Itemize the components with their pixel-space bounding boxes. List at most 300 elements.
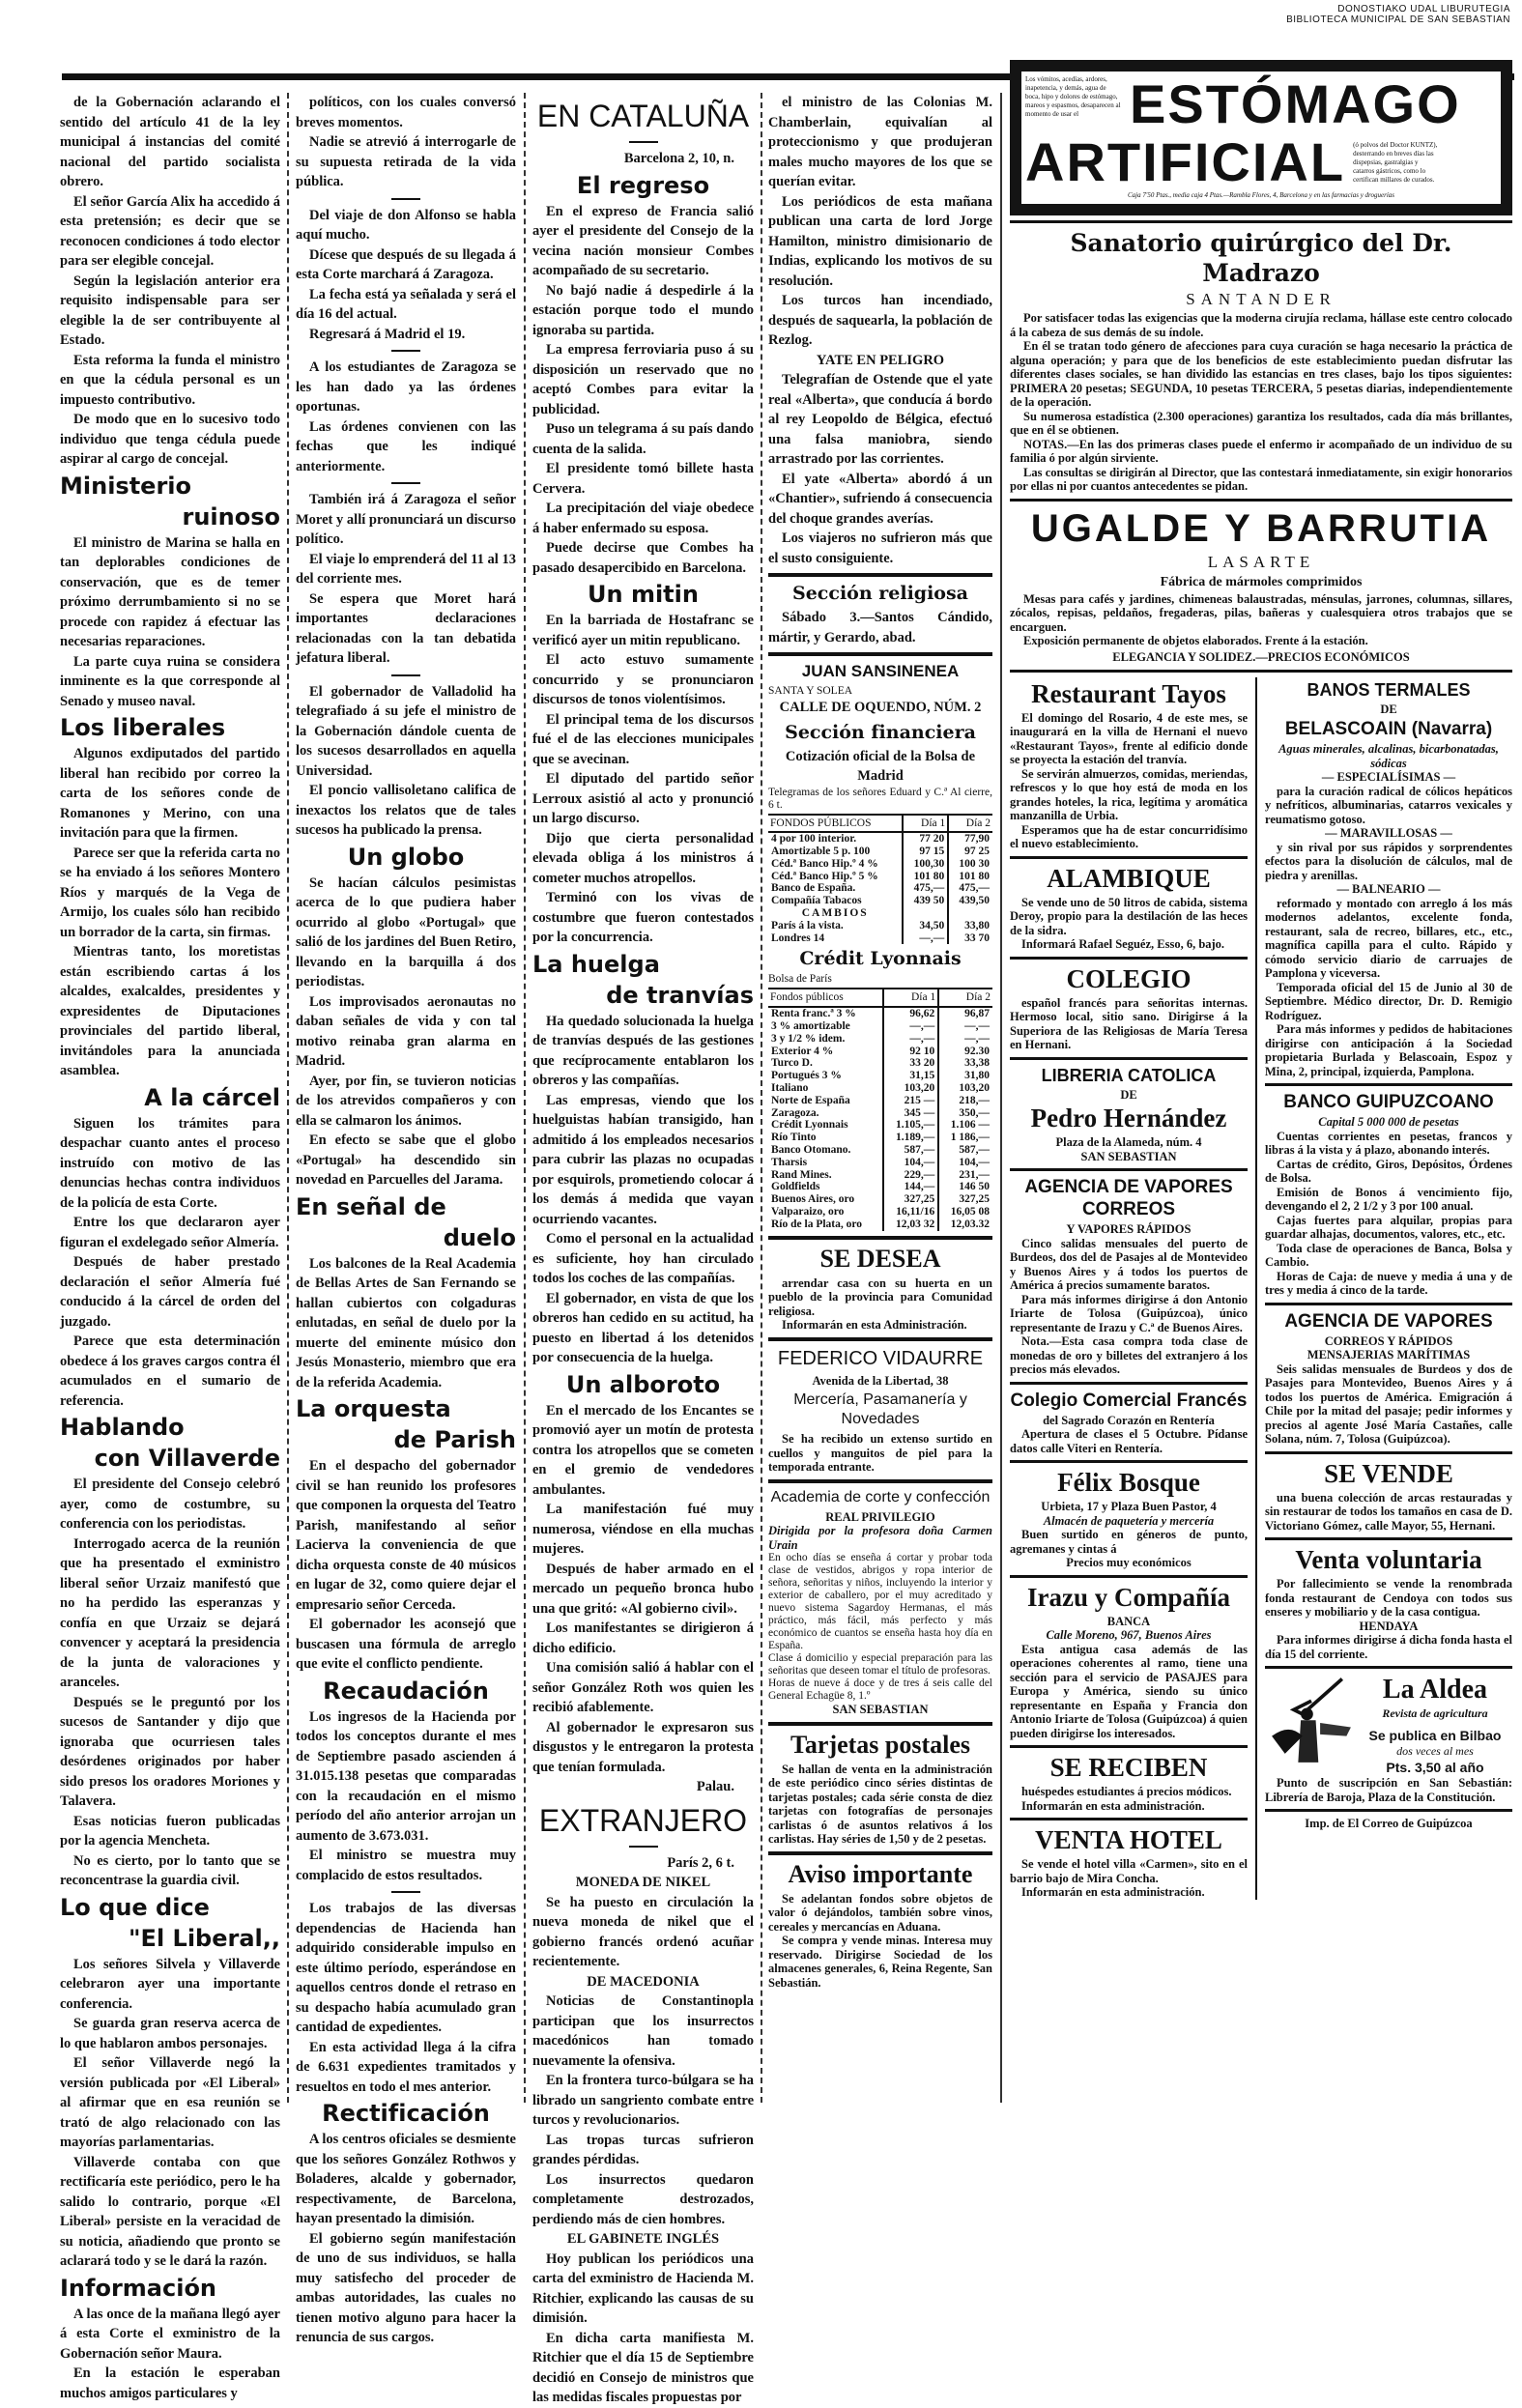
table-cell: 229,— — [883, 1169, 938, 1182]
ad-text: Se vende el hotel villa «Carmen», sito en el barrio bajo de Mira Concha. — [1010, 1857, 1248, 1885]
advertisements — [1010, 60, 1512, 1900]
ad-line: Aguas minerales, alcalinas, bicarbonatadas, sódicas — [1278, 742, 1499, 770]
article-paragraph: Se espera que Moret hará importantes declaraciones relacionadas con la tan debatida jefatura liberal. — [296, 590, 516, 666]
section-heading: Crédit Lyonnais — [799, 948, 962, 970]
article-headline: Información — [60, 2274, 217, 2302]
ad-text: Temporada oficial del 15 de Junio al 30 de Septiembre. Médico director, Dr. D. Remigio Rodríguez. — [1265, 980, 1512, 1022]
article-paragraph: Las tropas turcas sufrieron grandes pérdidas. — [532, 2132, 754, 2167]
table-cell: 33 20 — [883, 1057, 938, 1070]
article-paragraph: Parece que esta determinación obedece á los graves cargos contra él acumulados en el sumario de referencia. — [60, 1333, 280, 1409]
article-paragraph: Parece ser que la referida carta no se ha enviado á los señores Montero Ríos y marqués de la Vega de Armijo, los cuales sólo han recibido un borrador de la carta, sin firmas. — [60, 845, 280, 940]
article-paragraph: Dícese que después de su llegada á esta Corte marchará á Zaragoza. — [296, 246, 516, 282]
ad-text: una buena colección de arcas restauradas y sin restaurar de todos los tamaños en casa de D. Victoriano Gómez, calle Mayor, 55, Hernani. — [1265, 1490, 1512, 1533]
centered-line: Cotización oficial de la Bolsa de Madrid — [785, 748, 976, 784]
centered-line: Avenida de la Libertad, 38 — [812, 1373, 949, 1388]
subheading: YATE EN PELIGRO — [816, 352, 945, 368]
table-cell: 33,80 — [948, 920, 992, 932]
subheading: MONEDA DE NIKEL — [575, 1875, 711, 1890]
table-cell: 327,25 — [883, 1193, 938, 1206]
ad-title: AGENCIA DE VAPORES — [1284, 1310, 1493, 1332]
column-header: Fondos públicos — [768, 989, 883, 1007]
ad-text: Esperamos que ha de estar concurridísimo el nuevo establecimiento. — [1010, 822, 1248, 850]
article-paragraph: Del viaje de don Alfonso se habla aquí mucho. — [296, 207, 516, 243]
article-paragraph: Se adelantan fondos sobre objetos de valor ó dejándolos, también sobre vinos, cereales y mercancías en Aduana. — [768, 1891, 992, 1934]
separator — [1265, 1666, 1512, 1669]
ad-ugalde-barrutia — [1010, 506, 1512, 673]
ad-line: Imp. de El Correo de Guipúzcoa — [1305, 1817, 1473, 1830]
ad-line: Capital 5 000 000 de pesetas — [1318, 1115, 1459, 1129]
ad-city: SANTANDER — [1186, 290, 1336, 308]
table-cell: 31,80 — [938, 1070, 992, 1082]
ad-title: Sanatorio quirúrgico del Dr. Madrazo — [1070, 229, 1452, 287]
ad-title: Pedro Hernández — [1030, 1104, 1227, 1132]
table-row — [768, 1119, 992, 1132]
la-aldea-title: La Aldea — [1382, 1675, 1488, 1705]
ad-text: Se vende uno de 50 litros de cabida, sistema Deroy, propio para la destilación de las heces de la sidra. — [1010, 895, 1248, 937]
article-paragraph: Puede decirse que Combes ha pasado desapercibido en Barcelona. — [532, 540, 754, 576]
table-cell: Céd.ª Banco Hip.º 4 % — [771, 857, 878, 870]
article-paragraph: Se ha puesto en circulación la nueva moneda de nikel que el gobierno francés ordenó acuñar recientemente. — [532, 1894, 754, 1969]
ad-text: Para más informes y pedidos de habitaciones dirigirse con anticipación á la Sociedad propietaria Burlada y Belascoain, Espoz y Mina, 2, principal, izquierda, Pamplona. — [1265, 1022, 1512, 1078]
table-cell: 3 y 1/2 % idem. — [771, 1032, 846, 1045]
separator — [391, 1891, 420, 1893]
ad-title: Aviso importante — [788, 1859, 973, 1888]
ad-title: BELASCOAIN (Navarra) — [1284, 719, 1493, 739]
article-paragraph: Los turcos han incendiado, después de saquearla, la población de Rezlog. — [768, 293, 992, 348]
ad-text: Las consultas se dirigirán al Director, que las contestará inmediatamente, sin exigir honorarios por ellas ni por cuantos antecedentes se pidan. — [1010, 465, 1512, 493]
table-cell: 100 30 — [948, 858, 992, 871]
table-cell: Río de la Plata, oro — [771, 1218, 863, 1230]
dateline: París 2, 6 t. — [667, 1854, 734, 1871]
ad-text: Informará Rafael Seguéz, Esso, 6, bajo. — [1021, 937, 1225, 951]
article-paragraph: Algunos exdiputados del partido liberal han recibido por correo la carta de los señores conde de Romanones y Merino, con una invitación para que la firmen. — [60, 746, 280, 841]
table-cell: París á la vista. — [771, 919, 844, 932]
table-cell: Norte de España — [771, 1094, 850, 1106]
article-paragraph: El gobernador, en vista de que los obreros han cedido en su actitud, ha puesto en libertad á los detenidos por consecuencia de la huelga. — [532, 1290, 754, 1365]
table-row — [768, 1181, 992, 1193]
la-aldea-text — [1358, 1674, 1512, 1776]
table-cell: Exterior 4 % — [771, 1045, 834, 1057]
article-paragraph: También irá á Zaragoza el señor Moret y allí pronunciará un discurso político. — [296, 492, 516, 547]
column-divider — [524, 93, 526, 2103]
article-paragraph: El señor Villaverde negó la versión publicada por «El Liberal» al afirmar que en esa reunión se trató de algo relacionado con las mayorías parlamentarias. — [60, 2055, 280, 2150]
article-headline: Un alboroto — [565, 1370, 721, 1398]
article-headline: de Parish — [393, 1426, 516, 1453]
table-cell: Céd.ª Banco Hip.º 5 % — [771, 870, 878, 882]
ad-title: SE DESEA — [819, 1244, 941, 1273]
separator — [1010, 1460, 1248, 1463]
la-aldea-pub: Se publica en Bilbao — [1368, 1728, 1502, 1743]
article-paragraph: Los improvisados aeronautas no daban señales de vida y con tal motivo reinaba gran alarma en Madrid. — [296, 993, 516, 1069]
article-paragraph: No bajó nadie á despedirle á la estación porque todo el mundo ignoraba su partida. — [532, 282, 754, 338]
separator — [1265, 1303, 1512, 1305]
article-paragraph: Los balcones de la Real Academia de Bellas Artes de San Fernando se hallan cubiertos con colgaduras enlutadas, en señal de duelo por la muerte del eminente músico don Jesús Monasterio, miembro que era de la referida Academia. — [296, 1255, 516, 1390]
ad-title: ALAMBIQUE — [1047, 863, 1211, 893]
article-paragraph: Los manifestantes se dirigieron á dicho edificio. — [532, 1620, 754, 1656]
ad-text: Buen surtido en géneros de punto, agremanes y cintas á — [1010, 1528, 1248, 1556]
article-paragraph: Puso un telegrama á su país dando cuenta de la salida. — [532, 421, 754, 457]
table-cell: 33 70 — [948, 932, 992, 945]
table-cell: 4 por 100 interior. — [771, 833, 857, 846]
la-aldea-sub: Revista de agricultura — [1382, 1706, 1488, 1720]
table-cell: 92 10 — [883, 1046, 938, 1058]
ad-text: NOTAS.—En las dos primeras clases puede el enfermo ir acompañado de un individuo de su familia ó por algún sirviente. — [1010, 437, 1512, 465]
ad-text: Cartas de crédito, Giros, Depósitos, Órdenes de Bolsa. — [1265, 1157, 1512, 1185]
separator — [629, 141, 658, 143]
article-paragraph: Se hallan de venta en la administración de este periódico cinco séries distintas de tarjetas postales; cada série consta de diez tarjetas con fotografías de personajes carlistas ó de asuntos relativos á los carlistas. Hay séries de 1,50 y de 2 pesetas. — [768, 1762, 992, 1847]
column-header: FONDOS PÚBLICOS — [768, 815, 903, 833]
ad-text: Para informes dirigirse á dicha fonda hasta el día 15 del corriente. — [1265, 1633, 1512, 1661]
article-paragraph: En la frontera turco-búlgara se ha librado un sangriento combate entre turcos y revolucionarios. — [532, 2073, 754, 2128]
ad-text: Los vómitos, acedías, ardores, inapetencia, y demás, agua de boca, hipo y dolores de estómago, mareos y espasmos, desaparecen al momento de usar el — [1025, 75, 1121, 118]
article-paragraph: Sábado 3.—Santos Cándido, mártir, y Gerardo, abad. — [768, 610, 992, 645]
article-paragraph: Siguen los trámites para despachar cuanto antes el proceso instruído con motivo de las denuncias hechas contra individuos de la policía de esta Corte. — [60, 1115, 280, 1211]
article-paragraph: En la estación le esperaban muchos amigos particulares y — [60, 2365, 280, 2401]
table-cell — [948, 907, 992, 920]
separator — [768, 1722, 992, 1726]
table-cell: 16,11/16 — [883, 1206, 938, 1218]
table-cell: 12,03 32 — [883, 1218, 938, 1231]
column-header: Día 2 — [948, 815, 992, 833]
article-paragraph: políticos, con los cuales conversó breves momentos. — [296, 95, 516, 130]
article-paragraph: Las órdenes convienen con las fechas que les indiqué anteriormente. — [296, 418, 516, 474]
table-cell: —,— — [938, 1020, 992, 1033]
table-cell: Compañía Tabacos — [771, 895, 862, 907]
article-headline: de tranvías — [606, 981, 754, 1009]
article-paragraph: Las empresas, viendo que los huelguistas habían transigido, han admitido á los empleados necesarios para cubrir las plazas no ocupadas por esquirols, prometiendo colocar á los demás á medida que vayan ocurriendo vacantes. — [532, 1092, 754, 1227]
separator — [768, 1851, 992, 1855]
ad-title: Venta voluntaria — [1295, 1545, 1482, 1574]
ad-line: CORREOS Y RÁPIDOS — [1324, 1333, 1453, 1348]
small-text: Telegramas de los señores Eduard y C.ª Al cierre, 6 t. — [768, 786, 992, 811]
ad-title: JUAN SANSINENEA — [801, 662, 960, 680]
ads-right-column — [1257, 677, 1512, 1900]
ad-line: DE — [1120, 1087, 1137, 1102]
table-cell: 439,50 — [948, 895, 992, 907]
ad-title: ESTÓMAGO — [1130, 73, 1461, 134]
article-paragraph: A los estudiantes de Zaragoza se les han dado ya las órdenes oportunas. — [296, 359, 516, 415]
article-paragraph: En efecto se sabe que el globo «Portugal» ha descendido sin novedad en Parcuelles del Jarama. — [296, 1132, 516, 1188]
table-cell: Londres 14 — [771, 932, 825, 944]
table-cell: 345 — — [883, 1107, 938, 1120]
ad-text: y sin rival por sus rápidos y sorprendentes efectos para la disolución de cálculos, mal de piedra y arenillas. — [1265, 840, 1512, 882]
article-paragraph: de la Gobernación aclarando el sentido del artículo 41 de la ley municipal á instancias del comité nacional del partido socialista obrero. — [60, 95, 280, 189]
article-paragraph: Dijo que cierta personalidad elevada obliga á los ministros á cometer muchos atropellos. — [532, 830, 754, 886]
ad-line: MENSAJERIAS MARÍTIMAS — [1307, 1348, 1471, 1362]
article-paragraph: En la barriada de Hostafranc se verificó ayer un mitin republicano. — [532, 613, 754, 648]
article-paragraph: El principal tema de los discursos fué el de las elecciones municipales que se avecinan. — [532, 711, 754, 767]
ad-text: En él se tratan todo género de afecciones para cuya curación se haga necesario la práctica de alguna operación; y para que de los beneficios de este establecimiento puedan disfrutar las diferentes clases sociales, se han dividido las estancias en tres clases, bajo los tipos siguientes: PRIMERA 20 pesetas; SEGUNDA, 10 pesetas TERCERA, 5 pesetas diarias, independientemente de la operación. — [1010, 339, 1512, 409]
table-cell: 146 50 — [938, 1181, 992, 1193]
table-cell: Valparaizo, oro — [771, 1206, 845, 1218]
column-header: Día 1 — [883, 989, 938, 1007]
separator — [768, 573, 992, 577]
article-paragraph: arrendar casa con su huerta en un pueblo de la provincia para Comunidad religiosa. — [768, 1276, 992, 1318]
column-header: Día 1 — [903, 815, 948, 833]
ad-text: Horas de Caja: de nueve y media á una y de tres y media á cinco de la tarde. — [1265, 1269, 1512, 1297]
table-cell: 34,50 — [903, 920, 948, 932]
table-cell: Banco de España. — [771, 882, 856, 895]
article-paragraph: El ministro se muestra muy complacido de estos resultados. — [296, 1848, 516, 1883]
table-row — [768, 858, 992, 871]
table-cell: 475,— — [903, 882, 948, 895]
table-cell: 104,— — [883, 1157, 938, 1169]
small-text: Bolsa de París — [768, 973, 832, 986]
table-cell: 96,87 — [938, 1007, 992, 1020]
table-cell: 587,— — [938, 1144, 992, 1157]
article-paragraph: Después se le preguntó por los sucesos de Santander y dijo que ignoraba que ocurriesen tales desórdenes originados por haber sido presos los oradores Moriones y Talavera. — [60, 1694, 280, 1809]
article-paragraph: La fecha está ya señalada y será el día 16 del actual. — [296, 286, 516, 322]
table-row — [768, 1007, 992, 1020]
ad-line: Urbieta, 17 y Plaza Buen Pastor, 4 — [1041, 1500, 1217, 1513]
article-headline: Recaudación — [323, 1677, 489, 1705]
separator — [629, 1846, 658, 1848]
table-cell: 1.105,— — [883, 1119, 938, 1132]
ad-title: Félix Bosque — [1057, 1468, 1200, 1497]
table-cell: 12,03.32 — [938, 1218, 992, 1231]
table-cell: 327,25 — [938, 1193, 992, 1206]
article-headline: Lo que dice — [60, 1893, 210, 1921]
ad-text: Para más informes dirigirse á don Antonio Iriarte de Tolosa (Guipúzcoa), único representante de Irazu y C.ª de Buenos Aires. — [1010, 1292, 1248, 1334]
table-cell: —,— — [903, 932, 948, 945]
table-row — [768, 1046, 992, 1058]
ad-city: LASARTE — [1207, 552, 1315, 571]
article-paragraph: Ayer, por fin, se tuvieron noticias de los atrevidos compañeros y con ella se calmaron los ánimos. — [296, 1073, 516, 1129]
article-paragraph: La precipitación del viaje obedece á haber enfermado su esposa. — [532, 501, 754, 536]
table-cell: 3 % amortizable — [771, 1020, 850, 1033]
article-paragraph: La parte cuya ruina se considera inminente es la que corresponde al Senado y museo naval. — [60, 653, 280, 709]
section-heading: Sección religiosa — [792, 583, 968, 604]
article-headline: duelo — [443, 1223, 516, 1251]
table-cell: 97 15 — [903, 846, 948, 858]
ad-text: Informarán en esta administración. — [1021, 1885, 1205, 1899]
ad-text: Seis salidas mensuales de Burdeos y dos de Pasajes para Montevideo, Buenos Aires y á todos los puertos de América. Emigración á Chile por la mitad del pasaje; pedir informes y precios al agente José María Castañes, calle Solana, núm. 7, Tolosa (Guipúzcoa). — [1265, 1362, 1512, 1446]
table-row — [768, 832, 992, 846]
ad-text: para la curación radical de cólicos hepáticos y nefríticos, albuminarias, catarros vexicales y reumatismo gotoso. — [1265, 784, 1512, 826]
centered-line: CALLE DE OQUENDO, NÚM. 2 — [779, 700, 982, 715]
table-cell: Turco D. — [771, 1057, 813, 1070]
article-paragraph: Los trabajos de las diversas dependencias de Hacienda han adquirido considerable impulso en este último período, esperándose en aquellos centros donde el retraso en su despacho había acumulado gran cantidad de expedientes. — [296, 1901, 516, 2035]
ad-title: Restaurant Tayos — [1031, 678, 1226, 708]
article-paragraph: Los viajeros no sufrieron más que el susto consiguiente. — [768, 530, 992, 566]
ad-text: Por fallecimiento se vende la renombrada fonda restaurant de Cendoya con todos sus enseres y mobiliario y de la casa contigua. — [1265, 1577, 1512, 1619]
table-cell: 77,90 — [948, 832, 992, 846]
ad-line: Almacén de paquetería y mercería — [1043, 1513, 1215, 1528]
ad-footer: Caja 7'50 Ptas., media caja 4 Ptas.—Rambla Flores, 4, Barcelona y en las farmacias y droguerías — [1127, 191, 1395, 199]
table-cell: —,— — [883, 1020, 938, 1033]
dateline: Barcelona 2, 10, n. — [623, 151, 734, 166]
italic-line: Dirigida por la profesora doña Carmen Urain — [768, 1524, 992, 1552]
article-paragraph: Se hacían cálculos pesimistas acerca de lo que pudiera haber ocurrido al globo «Portugal» que salió de los jardines del Buen Retiro, llevando en la barquilla á dos periodistas. — [296, 874, 516, 989]
article-headline: Los liberales — [60, 714, 226, 741]
table-cell: 16,05 08 — [938, 1206, 992, 1218]
article-paragraph: Después de haber armado en el mercado un pequeño bronca hubo una que gritó: «Al gobierno civil». — [532, 1561, 754, 1617]
article-paragraph: Esas noticias fueron publicadas por la agencia Mencheta. — [60, 1813, 280, 1849]
ad-title: Colegio Comercial Francés — [1010, 1390, 1248, 1411]
table-row — [768, 1070, 992, 1082]
ad-title: FEDERICO VIDAURRE — [777, 1347, 984, 1369]
article-paragraph: Los ingresos de la Hacienda por todos los conceptos durante el mes de Septiembre pasado ascienden á 31.015.138 pesetas que comparadas con la recaudación en el mismo período del año anterior arrojan un aumento de 3.673.031. — [296, 1708, 516, 1844]
centered-line: SAN SEBASTIAN — [832, 1703, 929, 1717]
article-paragraph: Los señores Silvela y Villaverde celebraron ayer una importante conferencia. — [60, 1956, 280, 2012]
ad-line: Calle Moreno, 967, Buenos Aires — [1046, 1628, 1212, 1642]
article-paragraph: El presidente tomó billete hasta Cervera. — [532, 461, 754, 497]
ad-title: Tarjetas postales — [790, 1730, 971, 1759]
separator — [1010, 1168, 1248, 1171]
table-cell: Amortizable 5 p. 100 — [771, 846, 871, 858]
ad-line: — MARAVILLOSAS — — [1325, 826, 1452, 840]
ad-title: ARTIFICIAL — [1025, 131, 1346, 192]
article-paragraph: Una comisión salió á hablar con el señor González Roth wos quien les recibió afablemente. — [532, 1660, 754, 1715]
article-paragraph: A los centros oficiales se desmiente que los señores González Rothwos y Boladeres, alcalde y gobernador, respectivamente, de Barcelona, hayan presentado la dimisión. — [296, 2132, 516, 2226]
ad-text: Esta antigua casa además de las operaciones coherentes al ramo, tiene una sección para el servicio de PASAJES para Europa y América, siendo su único representante en España y Francia don Antonio Iriarte de Tolosa (Guipúzcoa) á quien pueden dirigirse los interesados. — [1010, 1642, 1248, 1740]
article-paragraph: Terminó con los vivas de costumbre que fueron contestados por la concurrencia. — [532, 890, 754, 945]
separator — [1265, 1537, 1512, 1540]
ad-text: Cinco salidas mensuales del puerto de Burdeos, dos del de Pasajes al de Montevideo y Buenos Aires y á todos los puertos de América á precios sumamente baratos. — [1010, 1236, 1248, 1292]
table-cell: 350,— — [938, 1107, 992, 1120]
section-heading: EXTRANJERO — [538, 1802, 748, 1838]
article-paragraph: El señor García Alix ha accedido á esta pretensión; es decir que se reconocen condiciones á todo elector para ser elegible concejal. — [60, 193, 280, 269]
ad-text: Exposición permanente de objetos elaborados. Frente á la estación. — [1023, 634, 1368, 647]
ad-title: LIBRERIA CATOLICA — [1041, 1065, 1217, 1085]
column-4 — [768, 93, 992, 1990]
table-cell: Zaragoza. — [771, 1106, 819, 1119]
column-divider — [761, 93, 762, 2103]
ad-subtitle: Mercería, Pasamanería y Novedades — [793, 1391, 967, 1428]
article-paragraph: En el despacho del gobernador civil se han reunido los profesores que componen la orquesta del Teatro Parish, manifestando al señor Lacierva la conveniencia de que dicha orquesta conste de 40 músicos en lugar de 32, como quiere dejar el empresario señor Cerceda. — [296, 1458, 516, 1613]
article-paragraph: El gobernador les aconsejó que buscasen una fórmula de arreglo que evite el conflicto pendiente. — [296, 1617, 516, 1672]
table-cell: 77 20 — [903, 832, 948, 846]
article-paragraph: La empresa ferroviaria puso á su disposición un reservado que no aceptó Combes para evitar la publicidad. — [532, 342, 754, 417]
ad-text: Mesas para cafés y jardines, chimeneas balaustradas, ménsulas, jarrones, columnas, sillares, zócalos, repisas, peldaños, fregaderas, pilas, bañeras y cualesquiera otros trabajos que se encarguen. — [1010, 591, 1512, 634]
separator — [391, 482, 420, 484]
table-cell: 231,— — [938, 1169, 992, 1182]
table-row — [768, 895, 992, 907]
article-headline: con Villaverde — [94, 1445, 280, 1472]
article-headline: "El Liberal,, — [129, 1924, 280, 1952]
table-row — [768, 1033, 992, 1046]
table-cell: 439 50 — [903, 895, 948, 907]
table-row — [768, 871, 992, 883]
ad-title: VENTA HOTEL — [1035, 1825, 1222, 1854]
article-paragraph: En dicha carta manifiesta M. Ritchier que el día 15 de Septiembre decidió en Consejo de ministros que las medidas fiscales propuestas por — [532, 2330, 754, 2405]
ad-title: BANOS TERMALES — [1307, 679, 1471, 700]
table-cell: 144,— — [883, 1181, 938, 1193]
table-row — [768, 1206, 992, 1218]
ad-text: Toda clase de operaciones de Banca, Bolsa y Cambio. — [1265, 1241, 1512, 1269]
centered-line: REAL PRIVILEGIO — [825, 1509, 935, 1524]
small-text: En ocho días se enseña á cortar y probar toda clase de vestidos, abrigos y ropa interior de señora, señoritas y niños, incluyendo la interior y exterior de caballero, por el muy acreditado y nuevo sistema Sagardoy Hermanas, el más práctico, más fácil, más perfecto y más económico de cuantos se enseña hasta hoy día en España. — [768, 1552, 992, 1652]
separator — [768, 1479, 992, 1483]
article-paragraph: Se ha recibido un extenso surtido en cuellos y manguitos de piel para la temporada entrante. — [768, 1432, 992, 1475]
article-headline: La huelga — [532, 950, 660, 978]
separator — [768, 652, 992, 656]
table-row — [768, 1095, 992, 1107]
table-row — [768, 846, 992, 858]
table-cell: 1.189,— — [883, 1132, 938, 1144]
table-cell: Río Tinto — [771, 1132, 817, 1144]
table-cell: Tharsis — [771, 1156, 808, 1168]
article-paragraph: Se guarda gran reserva acerca de lo que hablaron ambos personajes. — [60, 2016, 280, 2051]
la-aldea-price: Pts. 3,50 al año — [1386, 1760, 1484, 1775]
table-row — [768, 882, 992, 895]
article-paragraph: Interrogado acerca de la reunión que ha presentado el exministro liberal señor Urzaiz manifestó que no ha perdido las esperanzas y confía en que Urzaiz se dejará convencer y aceptará la presidencia de la junta de valoraciones y aranceles. — [60, 1535, 280, 1690]
ad-subtitle: Fábrica de mármoles comprimidos — [1160, 574, 1363, 589]
table-cell: 97 25 — [948, 846, 992, 858]
ad-text: reformado y montado con arreglo á los más modernos adelantos, excelente fonda, restaurant, sala de recreo, billares, etc., etc., magnífica capilla para el culto. Rápido y cómodo servicio diario de carruajes de Pamplona y viceversa. — [1265, 896, 1512, 980]
table-header-row — [768, 815, 992, 833]
ad-text: Cuentas corrientes en pesetas, francos y libras á la vista y á plazo, abonando interés. — [1265, 1129, 1512, 1157]
separator — [1010, 1575, 1248, 1578]
ad-text: Cajas fuertes para alquilar, propias para guardar alhajas, documentos, valores, etc., etc. — [1265, 1213, 1512, 1241]
separator — [1265, 1809, 1512, 1812]
article-paragraph: Entre los que declararon ayer figuran el exdelegado señor Almería. — [60, 1215, 280, 1250]
stock-quotes-table — [768, 988, 992, 1230]
ad-text: Por satisfacer todas las exigencias que la moderna cirujía reclama, hállase este centro colocado á la cabeza de sus demás de su índole. — [1010, 311, 1512, 339]
article-paragraph: En el expreso de Francia salió ayer el presidente del Consejo de la vecina nación monsieur Combes acompañado de su secretario. — [532, 203, 754, 278]
table-row — [768, 1082, 992, 1095]
article-paragraph: Regresará á Madrid el 19. — [309, 326, 466, 342]
article-paragraph: De modo que en lo sucesivo todo individuo que tenga cédula puede aspirar al cargo de concejal. — [60, 412, 280, 467]
ad-text: El domingo del Rosario, 4 de este mes, se inaugurará en la villa de Hernani el nuevo «Restaurant Tayos», frente al edificio donde se proyecta la estación del tranvía. — [1010, 710, 1248, 766]
article-paragraph: El poncio vallisoletano califica de inexactos los relatos que de tales sucesos ha publicado la prensa. — [296, 783, 516, 838]
ad-title: SE VENDE — [1324, 1458, 1453, 1488]
ad-title: BANCO GUIPUZCOANO — [1283, 1092, 1494, 1112]
ad-text: (ó polvos del Doctor KUNTZ), desterrando en breves días las dispepsias, gastralgias y catarros gástricos, como lo certifican millares de curados. — [1353, 140, 1438, 184]
article-paragraph: Esta reforma la funda el ministro en que la cédula personal es un impuesto contributivo. — [60, 352, 280, 408]
ad-text: Apertura de clases el 5 Octubre. Pídanse datos calle Viteri en Rentería. — [1010, 1427, 1248, 1455]
table-cell: CAMBIOS — [801, 907, 869, 920]
separator — [768, 1337, 992, 1341]
article-paragraph: Villaverde contaba con que rectificaría este periódico, pero le ha salido lo contrario, porque «El Liberal» persiste en la veracidad de su noticia, añadiendo que pronto se aclarará todo y se le dará la razón. — [60, 2154, 280, 2269]
ad-line: HENDAYA — [1359, 1619, 1419, 1633]
ad-text: Informarán en esta administración. — [1021, 1798, 1205, 1813]
article-paragraph: El diputado del partido señor Lerroux asistió al acto y pronunció un largo discurso. — [532, 771, 754, 826]
article-paragraph: El yate «Alberta» abordó á un «Chantier», sufriendo á consecuencia del choque grandes averías. — [768, 471, 992, 527]
ad-line: — ESPECIALÍSIMAS — — [1321, 770, 1456, 784]
ad-line: — BALNEARIO — — [1336, 882, 1441, 896]
table-cell: 101 80 — [948, 871, 992, 883]
article-paragraph: Mientras tanto, los moretistas están escribiendo cartas á los alcaldes, exalcaldes, presidentes y expresidentes de Diputaciones provinciales del partido liberal, invitándoles para la anunciada asamblea. — [60, 944, 280, 1078]
article-paragraph: A las once de la mañana llegó ayer á esta Corte el exministro de la Gobernación señor Maura. — [60, 2306, 280, 2362]
table-cell: 31,15 — [883, 1070, 938, 1082]
table-cell: Banco Otomano. — [771, 1144, 851, 1157]
article-paragraph: Después de haber prestado declaración el señor Almería fué conducido á la cárcel de orden del juzgado. — [60, 1254, 280, 1330]
article-paragraph: Ha quedado solucionada la huelga de tranvías después de las gestiones que recíprocamente entablaron los obreros y las compañías. — [532, 1013, 754, 1088]
classified-ads — [768, 1236, 992, 1991]
separator — [1010, 856, 1248, 859]
column-2 — [296, 93, 516, 2348]
small-text: SANTA Y SOLEA — [768, 685, 853, 697]
article-paragraph: El presidente del Consejo celebró ayer, como de costumbre, su conferencia con los periodistas. — [60, 1476, 280, 1532]
table-cell: 101 80 — [903, 871, 948, 883]
article-paragraph: Informarán en esta Administración. — [782, 1318, 967, 1333]
table-row — [768, 1144, 992, 1157]
table-row — [768, 1107, 992, 1120]
ad-text: huéspedes estudiantes á precios módicos. — [1021, 1785, 1232, 1798]
article-paragraph: La manifestación fué muy numerosa, viéndose en ella muchas mujeres. — [532, 1502, 754, 1557]
table-cell: 218,— — [938, 1095, 992, 1107]
ad-text: Su numerosa estadística (2.300 operaciones) garantiza los resultados, cada día más brillantes, que en él se obtienen. — [1010, 409, 1512, 437]
article-paragraph: Los insurrectos quedaron completamente destrozados, perdiendo más de cien hombres. — [532, 2171, 754, 2227]
column-1 — [60, 93, 280, 2403]
ad-estomago-artificial — [1010, 60, 1512, 215]
table-cell: 100,30 — [903, 858, 948, 871]
article-paragraph: El gobierno según manifestación de uno de sus individuos, se halla muy satisfecho del proceder de ambas autoridades, las cuales no tienen motivo alguno para hacer la renuncia de sus cargos. — [296, 2230, 516, 2345]
article-paragraph: Según la legislación anterior era requisito indispensable para ser elegible la de ser contribuyente al Estado. — [60, 272, 280, 348]
article-paragraph: Telegrafían de Ostende que el yate real «Alberta», que conducía á bordo al rey Leopoldo de Bélgica, efectuó una falsa maniobra, siendo arrastrado por las corrientes. — [768, 372, 992, 467]
table-cell: 103,20 — [938, 1082, 992, 1095]
